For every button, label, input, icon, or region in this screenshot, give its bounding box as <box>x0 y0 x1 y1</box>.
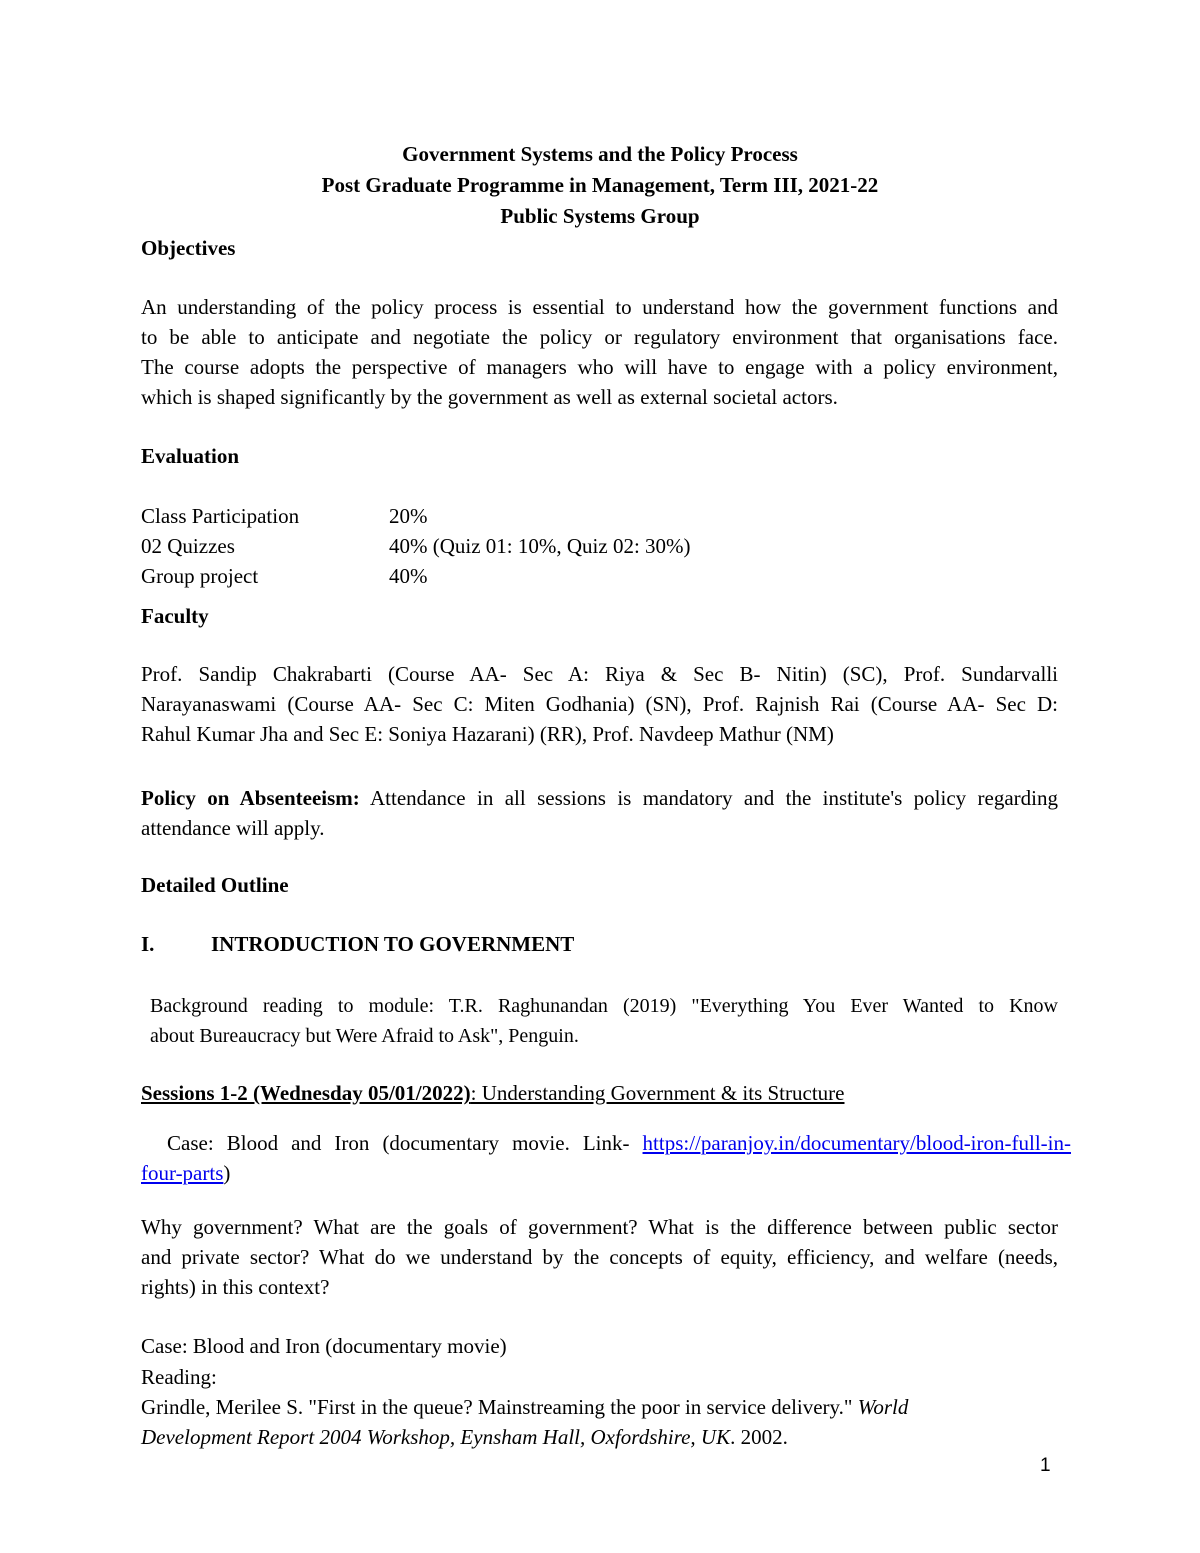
module-title: INTRODUCTION TO GOVERNMENT <box>211 932 575 956</box>
case-text: Case: Blood and Iron (documentary movie. Link- <box>167 1131 643 1155</box>
documentary-link-continued[interactable]: four-parts <box>141 1161 224 1185</box>
group-line: Public Systems Group <box>500 204 700 228</box>
session-title: : Understanding Government & its Structure <box>470 1081 845 1105</box>
objectives-line: The course adopts the perspective of managers who will have to engage with a policy environment, <box>141 355 1058 379</box>
page-number: 1 <box>1040 1455 1051 1476</box>
reading-citation <box>141 1392 908 1422</box>
evaluation-value: 20% <box>389 504 428 528</box>
evaluation-value: 40% (Quiz 01: 10%, Quiz 02: 30%) <box>389 534 691 558</box>
evaluation-value: 40% <box>389 564 428 588</box>
documentary-link[interactable]: https://paranjoy.in/documentary/blood-iron-full-in- <box>642 1131 1071 1155</box>
session-case-paragraph <box>141 1128 1071 1188</box>
absenteeism-text: Attendance in all sessions is mandatory and the institute's policy regarding <box>359 786 1058 810</box>
evaluation-label: Class Participation <box>141 504 300 528</box>
absenteeism-text-continued: attendance will apply. <box>141 816 325 840</box>
reading-year: . 2002. <box>730 1425 788 1449</box>
detailed-outline-heading: Detailed Outline <box>141 873 289 897</box>
evaluation-row <box>141 561 428 591</box>
question-line: Why government? What are the goals of government? What is the difference between public sector <box>141 1215 1058 1239</box>
evaluation-heading: Evaluation <box>141 444 240 468</box>
session-header <box>141 1080 844 1106</box>
reading-source: World <box>857 1395 909 1419</box>
background-reading-line: about Bureaucracy but Were Afraid to Ask", Penguin. <box>150 1025 579 1047</box>
objectives-line: An understanding of the policy process is essential to understand how the government functions and <box>141 295 1058 319</box>
session-questions <box>141 1212 1058 1302</box>
reading-source-continued: Development Report 2004 Workshop, Eynsham Hall, Oxfordshire, UK <box>141 1425 731 1449</box>
case-line: Case: Blood and Iron (documentary movie) <box>141 1334 507 1358</box>
programme-line: Post Graduate Programme in Management, Term III, 2021-22 <box>321 173 879 197</box>
evaluation-row <box>141 531 691 561</box>
evaluation-label: 02 Quizzes <box>141 534 235 558</box>
reading-label: Reading: <box>141 1365 217 1389</box>
objectives-paragraph <box>141 292 1058 412</box>
module-number: I. <box>141 932 155 956</box>
evaluation-label: Group project <box>141 564 259 588</box>
case-suffix: ) <box>223 1161 231 1185</box>
objectives-line: to be able to anticipate and negotiate the policy or regulatory environment that organisations face. <box>141 325 1058 349</box>
faculty-paragraph <box>141 659 1058 749</box>
reading-citation-continued <box>141 1422 788 1452</box>
absenteeism-paragraph <box>141 783 1058 843</box>
course-title: Government Systems and the Policy Process <box>402 142 798 166</box>
faculty-line: Narayanaswami (Course AA- Sec C: Miten Godhania) (SN), Prof. Rajnish Rai (Course AA- Sec D: <box>141 692 1058 716</box>
background-reading-line: Background reading to module: T.R. Raghunandan (2019) "Everything You Ever Wanted to Know <box>150 995 1058 1017</box>
reading-author: Grindle, Merilee S. "First in the queue? Mainstreaming the poor in service delivery." <box>141 1395 858 1419</box>
objectives-heading: Objectives <box>141 236 236 260</box>
absenteeism-label: Policy on Absenteeism: <box>141 786 360 810</box>
objectives-line: which is shaped significantly by the government as well as external societal actors. <box>141 385 838 409</box>
session-label: Sessions 1-2 (Wednesday 05/01/2022) <box>141 1081 471 1105</box>
question-line: rights) in this context? <box>141 1275 330 1299</box>
faculty-line: Rahul Kumar Jha and Sec E: Soniya Hazarani) (RR), Prof. Navdeep Mathur (NM) <box>141 722 834 746</box>
evaluation-row <box>141 501 428 531</box>
question-line: and private sector? What do we understand by the concepts of equity, efficiency, and welfare (needs, <box>141 1245 1058 1269</box>
faculty-heading: Faculty <box>141 604 209 628</box>
faculty-line: Prof. Sandip Chakrabarti (Course AA- Sec A: Riya & Sec B- Nitin) (SC), Prof. Sundarvalli <box>141 662 1058 686</box>
background-reading <box>150 991 1058 1051</box>
